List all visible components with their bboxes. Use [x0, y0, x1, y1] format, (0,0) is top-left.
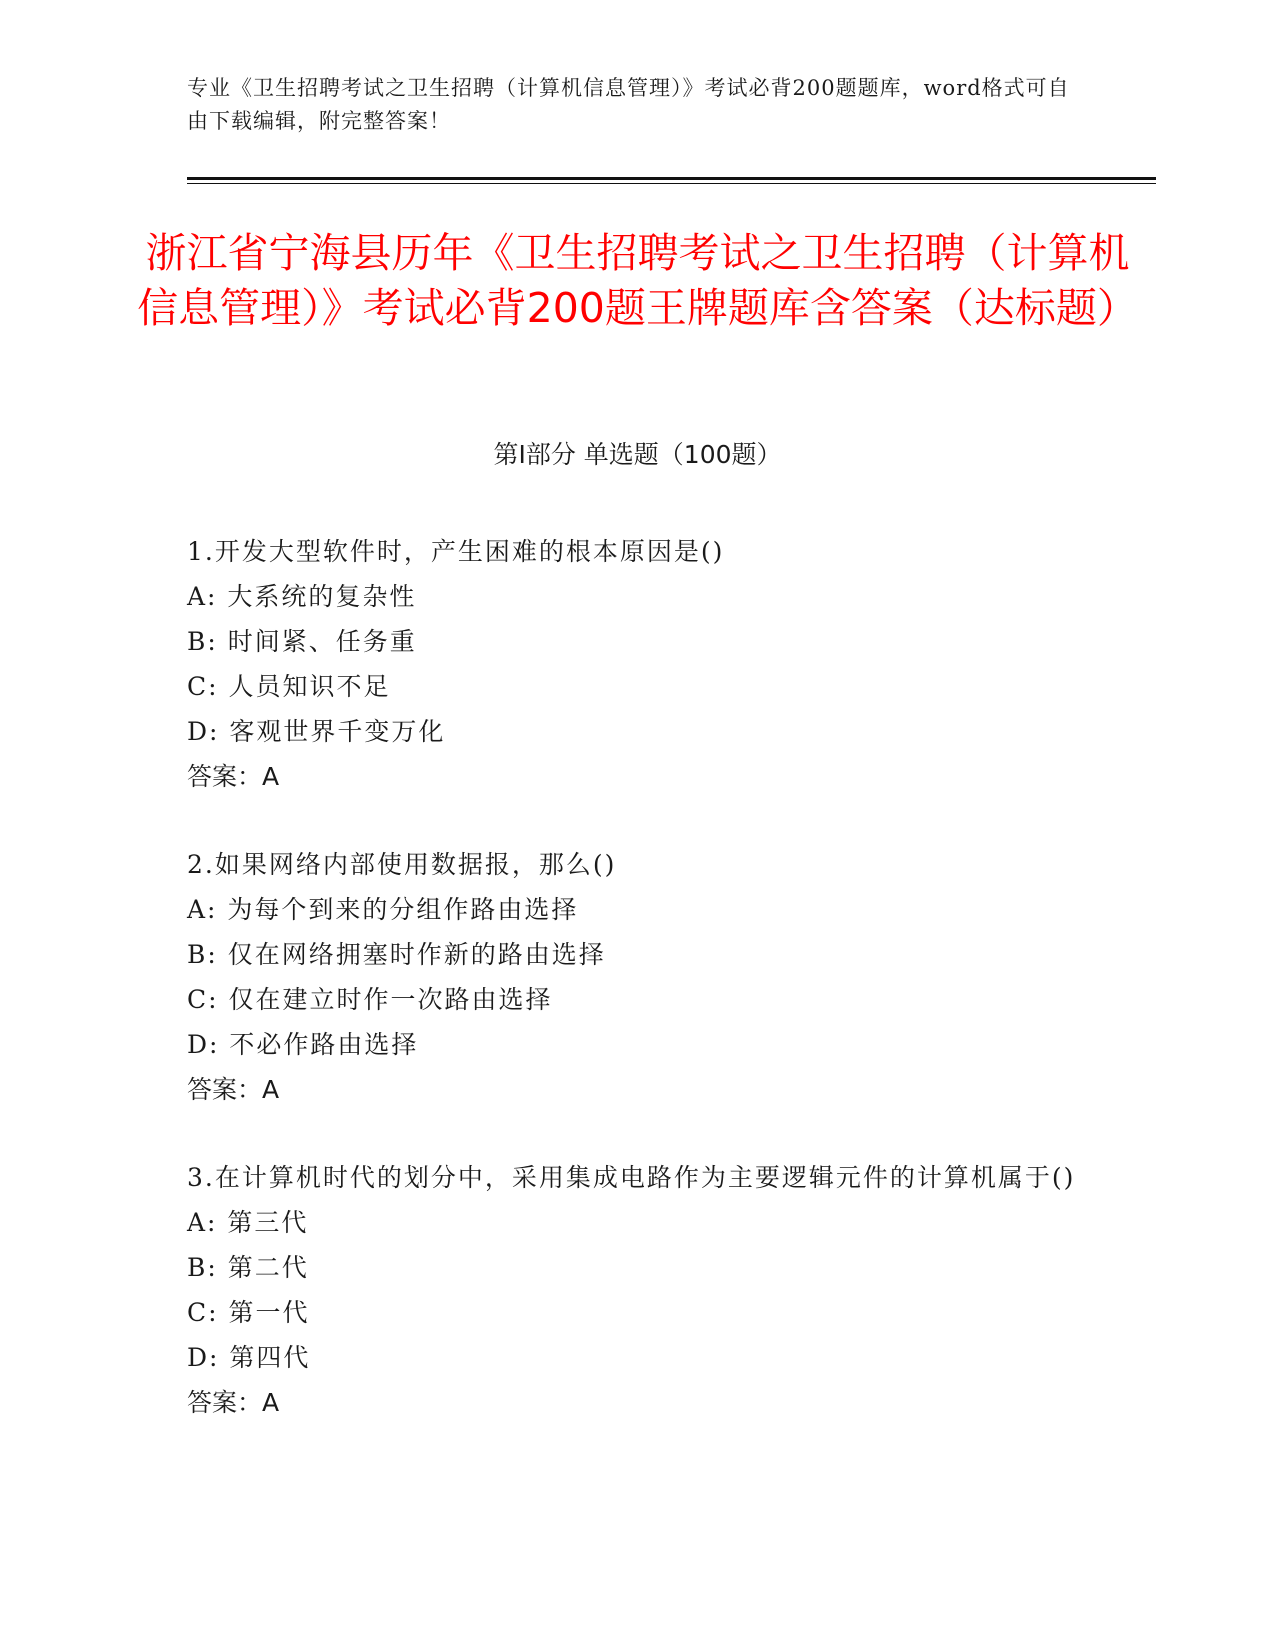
option-b: B: 时间紧、任务重	[187, 627, 417, 656]
answer-line: 答案：A	[187, 1388, 280, 1417]
option-a: A: 为每个到来的分组作路由选择	[187, 895, 579, 924]
question-stem: 3.在计算机时代的划分中，采用集成电路作为主要逻辑元件的计算机属于()	[187, 1163, 1076, 1192]
header-divider-thin	[187, 183, 1156, 184]
option-c: C: 仅在建立时作一次路由选择	[187, 985, 553, 1014]
section-heading: 第Ⅰ部分 单选题（100题）	[493, 440, 782, 469]
option-c: C: 人员知识不足	[187, 672, 391, 701]
header-divider-thick	[187, 177, 1156, 180]
question-item	[187, 842, 1087, 1113]
question-item	[187, 529, 1087, 800]
option-a: A: 第三代	[187, 1208, 309, 1237]
question-stem: 2.如果网络内部使用数据报，那么()	[187, 850, 617, 879]
answer-line: 答案：A	[187, 1075, 280, 1104]
question-item	[187, 1155, 1087, 1426]
option-d: D: 客观世界千变万化	[187, 717, 446, 746]
option-b: B: 仅在网络拥塞时作新的路由选择	[187, 940, 606, 969]
question-stem: 1.开发大型软件时，产生困难的根本原因是()	[187, 537, 725, 566]
option-d: D: 第四代	[187, 1343, 311, 1372]
option-a: A: 大系统的复杂性	[187, 582, 417, 611]
question-list	[187, 529, 1087, 1468]
option-c: C: 第一代	[187, 1298, 310, 1327]
answer-line: 答案：A	[187, 762, 280, 791]
intro-text: 专业《卫生招聘考试之卫生招聘（计算机信息管理）》考试必背200题题库，word格式可自由下载编辑，附完整答案！	[187, 76, 1070, 133]
option-b: B: 第二代	[187, 1253, 309, 1282]
option-d: D: 不必作路由选择	[187, 1030, 419, 1059]
document-title: 浙江省宁海县历年《卫生招聘考试之卫生招聘（计算机信息管理）》考试必背200题王牌题库含答案（达标题）	[137, 229, 1138, 332]
